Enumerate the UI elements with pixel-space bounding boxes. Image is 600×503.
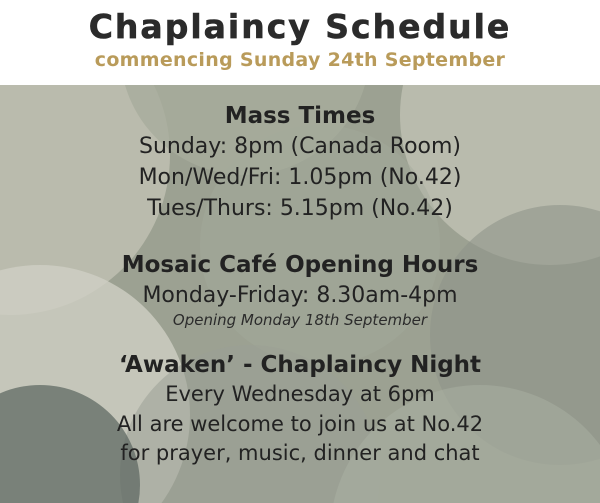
poster-header (0, 0, 600, 85)
section-heading-awaken: ‘Awaken’ - Chaplaincy Night (118, 351, 482, 378)
section-mass-times (0, 85, 600, 224)
awaken-line-2: All are welcome to join us at No.42 (116, 411, 484, 436)
awaken-line-1: Every Wednesday at 6pm (165, 381, 435, 406)
poster-content (0, 85, 600, 503)
mass-times-line-2: Mon/Wed/Fri: 1.05pm (No.42) (138, 164, 462, 190)
section-cafe-hours (0, 224, 600, 330)
section-heading-cafe-hours: Mosaic Café Opening Hours (121, 252, 479, 279)
cafe-hours-line-1: Monday-Friday: 8.30am-4pm (142, 283, 458, 309)
page-title: Chaplaincy Schedule (88, 7, 512, 46)
section-heading-mass-times: Mass Times (224, 103, 376, 129)
mass-times-line-1: Sunday: 8pm (Canada Room) (138, 133, 462, 159)
cafe-hours-note: Opening Monday 18th September (172, 311, 428, 330)
section-awaken (0, 331, 600, 469)
page-subtitle: commencing Sunday 24th September (94, 49, 506, 72)
mass-times-line-3: Tues/Thurs: 5.15pm (No.42) (147, 196, 453, 222)
awaken-line-3: for prayer, music, dinner and chat (120, 441, 480, 466)
